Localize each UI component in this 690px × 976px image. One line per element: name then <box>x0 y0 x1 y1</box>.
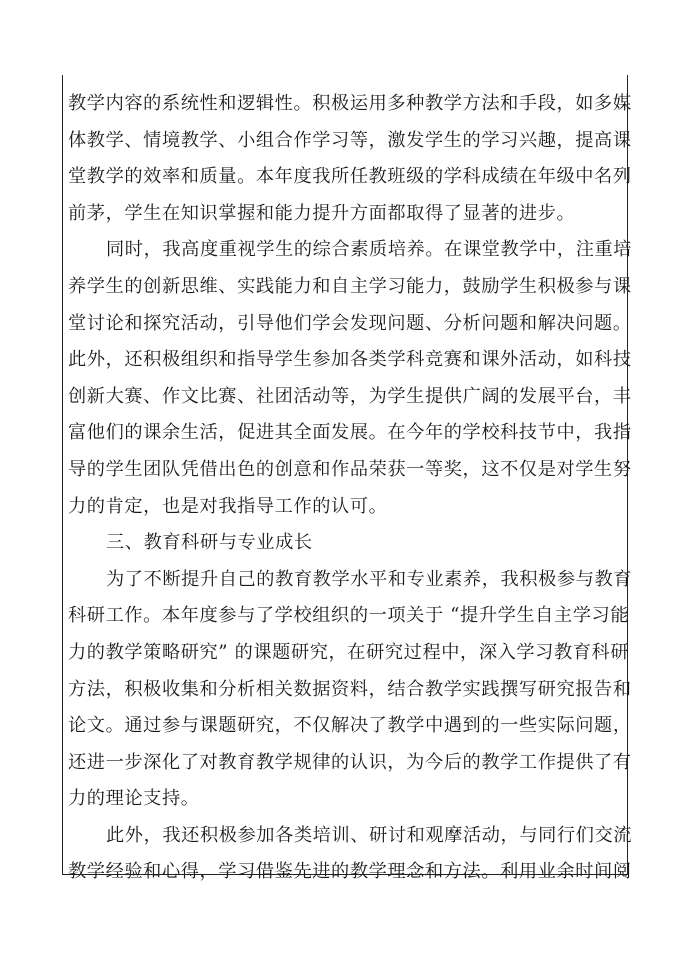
paragraph-line: 此外，还积极组织和指导学生参加各类学科竞赛和课外活动，如科技 <box>68 349 632 371</box>
paragraph-line: 导的学生团队凭借出色的创意和作品荣获一等奖，这不仅是对学生努 <box>68 458 632 480</box>
paragraph-line: 体教学、情境教学、小组合作学习等，激发学生的学习兴趣，提高课 <box>68 129 632 151</box>
paragraph-line: 此外，我还积极参加各类培训、研讨和观摩活动，与同行们交流 <box>106 824 633 846</box>
paragraph-line: 为了不断提升自己的教育教学水平和专业素养，我积极参与教育 <box>106 568 633 590</box>
paragraph-line: 堂讨论和探究活动，引导他们学会发现问题、分析问题和解决问题。 <box>68 312 632 334</box>
paragraph-line: 论文。通过参与课题研究，不仅解决了教学中遇到的一些实际问题， <box>68 715 632 737</box>
paragraph-line: 教学经验和心得，学习借鉴先进的教学理念和方法。利用业余时间阅 <box>68 861 632 883</box>
paragraph-line: 力的教学策略研究” 的课题研究，在研究过程中，深入学习教育科研 <box>68 641 630 663</box>
paragraph-line: 方法，积极收集和分析相关数据资料，结合教学实践撰写研究报告和 <box>68 678 632 700</box>
paragraph-line: 同时，我高度重视学生的综合素质培养。在课堂教学中，注重培 <box>106 239 633 261</box>
paragraph-line: 前茅，学生在知识掌握和能力提升方面都取得了显著的进步。 <box>68 202 576 224</box>
paragraph-line: 科研工作。本年度参与了学校组织的一项关于 “提升学生自主学习能 <box>68 605 630 627</box>
paragraph-line: 力的理论支持。 <box>68 788 200 810</box>
paragraph-line: 富他们的课余生活，促进其全面发展。在今年的学校科技节中，我指 <box>68 422 632 444</box>
paragraph-line: 力的肯定，也是对我指导工作的认可。 <box>68 495 388 517</box>
paragraph-line: 创新大赛、作文比赛、社团活动等，为学生提供广阔的发展平台，丰 <box>68 385 632 407</box>
document-body <box>68 86 633 891</box>
paragraph-line: 还进一步深化了对教育教学规律的认识，为今后的教学工作提供了有 <box>68 751 632 773</box>
paragraph-line: 养学生的创新思维、实践能力和自主学习能力，鼓励学生积极参与课 <box>68 275 632 297</box>
paragraph-line: 教学内容的系统性和逻辑性。积极运用多种教学方法和手段，如多媒 <box>68 93 632 114</box>
paragraph-line: 堂教学的效率和质量。本年度我所任教班级的学科成绩在年级中名列 <box>68 166 632 188</box>
section-heading: 三、教育科研与专业成长 <box>106 532 313 554</box>
